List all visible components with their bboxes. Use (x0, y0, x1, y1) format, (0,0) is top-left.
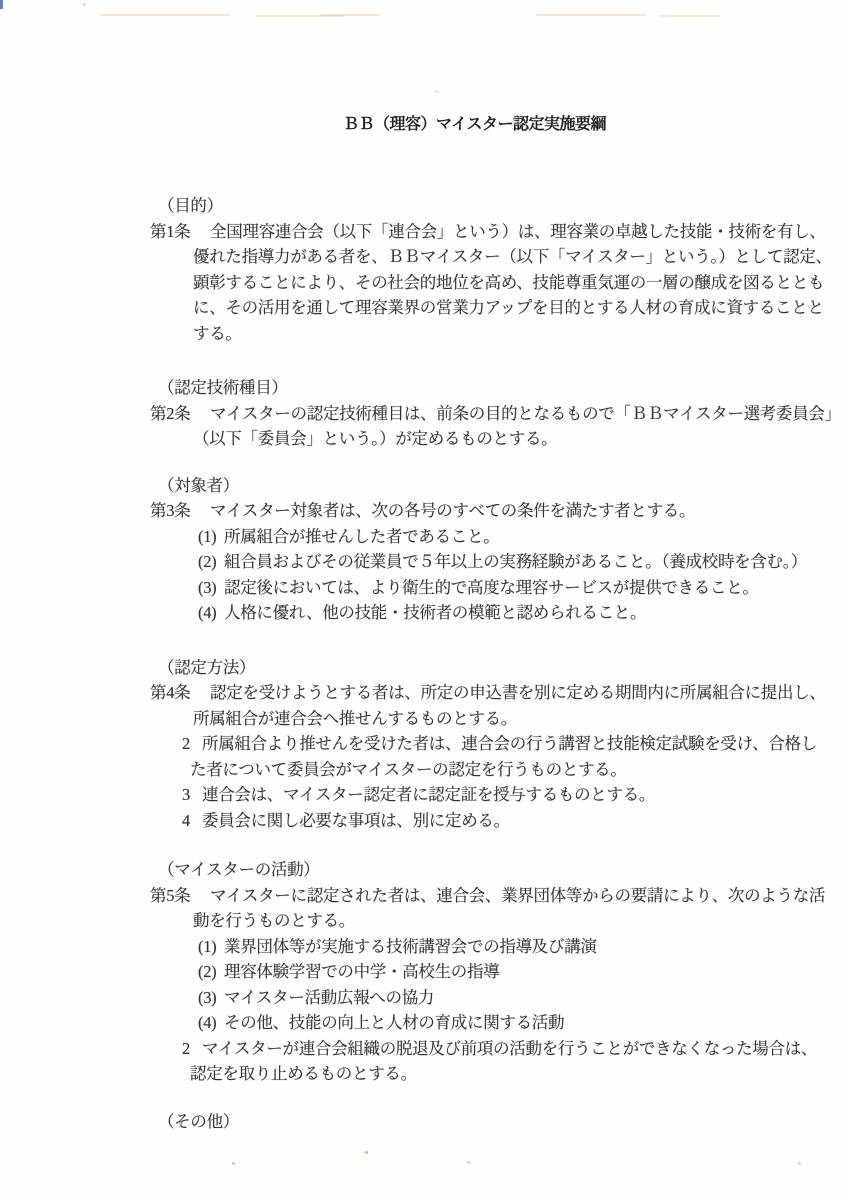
item-text: 業界団体等が実施する技術講習会での指導及び講演 (224, 936, 597, 956)
article-line: 優れた指導力がある者を、ＢＢマイスター（以下「マイスター」という。）として認定、 (193, 247, 832, 266)
article-number: 第2条 (150, 403, 191, 423)
list-item (150, 959, 834, 985)
article-text: 認定を受けようとする者は、所定の申込書を別に定める期間内に所属組合に提出し、 (210, 683, 826, 702)
section-certification-subjects (150, 375, 841, 452)
article-line (150, 401, 841, 427)
item-text: 組合員およびその従業員で５年以上の実務経験があること。（養成校時を含む。） (224, 552, 807, 571)
item-number: (1) (198, 526, 217, 546)
paragraph-text: 所属組合より推せんを受けた者は、連合会の行う講習と技能検定試験を受け、合格し (202, 734, 817, 753)
article-text: マイスターに認定された者は、連合会、業界団体等からの要請により、次のような活 (210, 885, 826, 905)
article-line (150, 219, 834, 245)
section-heading: （認定技術種目） (158, 378, 288, 397)
item-number: (2) (198, 552, 217, 571)
item-number: (4) (198, 603, 217, 622)
paragraph-line (150, 782, 834, 808)
paragraph-number: 3 (182, 785, 190, 804)
article-line: （以下「委員会」という。）が定めるものとする。 (193, 429, 558, 448)
list-item (150, 549, 834, 575)
scan-speck (365, 1151, 368, 1154)
paragraph-text: 委員会に関し必要な事項は、別に定める。 (202, 810, 510, 830)
article-line: する。 (193, 323, 242, 343)
section-heading: （対象者） (158, 475, 240, 495)
article-line: 所属組合が連合会へ推せんするものとする。 (193, 708, 518, 728)
scan-speck (232, 1162, 235, 1165)
paragraph-number: 2 (182, 734, 190, 753)
paragraph-number: 4 (182, 810, 190, 830)
list-item (150, 1010, 834, 1036)
item-number: (2) (198, 962, 217, 981)
item-text: 所属組合が推せんした者であること。 (224, 526, 500, 546)
item-text: 理容体験学習での中学・高校生の指導 (224, 962, 500, 981)
article-text: 全国理容連合会（以下「連合会」という）は、理容業の卓越した技能・技術を有し、 (210, 221, 826, 241)
article-line: 動を行うものとする。 (193, 911, 356, 930)
list-item (150, 524, 834, 550)
list-item (150, 575, 834, 601)
paragraph-text: マイスターが連合会組織の脱退及び前項の活動を行うことができなくなった場合は、 (202, 1038, 818, 1058)
article-line (150, 680, 834, 706)
section-heading: （その他） (158, 1111, 240, 1131)
paragraph-number: 2 (182, 1038, 190, 1058)
item-number: (1) (198, 936, 217, 956)
paragraph-line (150, 731, 834, 757)
item-text: マイスター活動広報への協力 (224, 987, 435, 1007)
paragraph-text: 連合会は、マイスター認定者に認定証を授与するものとする。 (202, 785, 656, 804)
section-eligibility (150, 473, 834, 626)
article-number: 第1条 (150, 221, 191, 241)
article-text: マイスター対象者は、次の各号のすべての条件を満たす者とする。 (210, 501, 696, 520)
list-item (150, 934, 834, 960)
section-heading: （認定方法） (158, 657, 256, 677)
article-line (150, 498, 834, 524)
article-line: 顕彰することにより、その社会的地位を高め、技能尊重気運の一層の醸成を図るととも (193, 272, 825, 292)
paragraph-line (150, 808, 834, 834)
scan-speck (798, 1162, 801, 1165)
item-text: その他、技能の向上と人材の育成に関する活動 (224, 1013, 565, 1032)
item-text: 認定後においては、より衛生的で高度な理容サービスが提供できること。 (224, 577, 759, 597)
section-purpose (150, 193, 834, 346)
article-number: 第3条 (150, 501, 191, 520)
article-line (150, 883, 834, 909)
item-number: (3) (198, 987, 217, 1007)
article-number: 第5条 (150, 885, 191, 905)
section-heading: （目的） (158, 196, 223, 215)
list-item (150, 985, 834, 1011)
section-certification-method (150, 655, 834, 834)
article-line: に、その活用を通して理容業界の営業力アップを目的とする人材の育成に資することと (193, 298, 824, 317)
article-text: マイスターの認定技術種目は、前条の目的となるもので「ＢＢマイスター選考委員会」 (210, 403, 841, 423)
item-number: (3) (198, 577, 217, 597)
paragraph-line: た者について委員会がマイスターの認定を行うものとする。 (190, 759, 627, 779)
paragraph-line (150, 1036, 834, 1062)
section-other (150, 1109, 834, 1135)
document-title: ＢＢ（理容）マイスター認定実施要綱 (343, 116, 607, 133)
article-number: 第4条 (150, 683, 191, 702)
list-item (150, 600, 834, 626)
section-heading: （マイスターの活動） (158, 860, 320, 879)
item-number: (4) (198, 1013, 217, 1032)
paragraph-line: 認定を取り止めるものとする。 (190, 1064, 417, 1083)
scan-speck (467, 1161, 470, 1164)
section-meister-activities (150, 857, 834, 1087)
item-text: 人格に優れ、他の技能・技術者の模範と認められること。 (224, 603, 647, 622)
